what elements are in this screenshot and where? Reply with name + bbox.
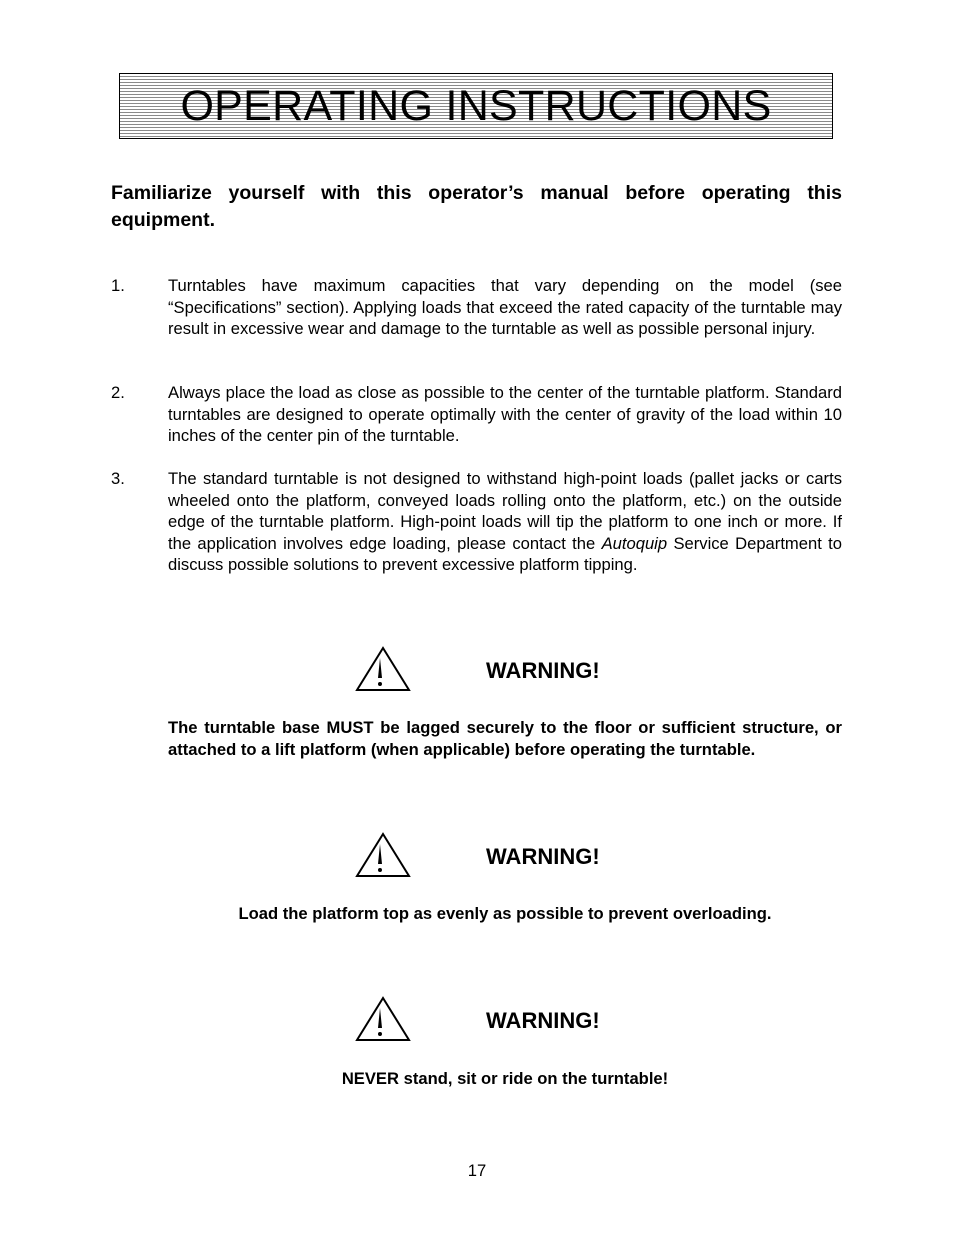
warning-header xyxy=(0,826,954,896)
warning-triangle-icon xyxy=(329,826,415,896)
list-item xyxy=(111,468,842,576)
warning-title: WARNING! xyxy=(486,658,600,683)
item-number: 1. xyxy=(111,276,125,295)
warning-text: The turntable base MUST be lagged securely to the floor or sufficient structure, or attached to a lift platform (when applicable) before operating the turntable. xyxy=(168,718,842,759)
title-banner xyxy=(119,73,833,139)
item-text xyxy=(168,468,842,576)
page-title: OPERATING INSTRUCTIONS xyxy=(180,81,772,130)
item-text: Turntables have maximum capacities that vary depending on the model (see “Specifications” section). Applying loads that exceed the rated capacity of the turntable may result in excessive wear and damage to the turntable as well as possible personal injury. xyxy=(168,276,842,339)
brand-name: Autoquip xyxy=(601,533,668,553)
intro-text: Familiarize yourself with this operator’s manual before operating this equipment. xyxy=(111,182,842,231)
warning-text: Load the platform top as evenly as possible to prevent overloading. xyxy=(238,904,772,923)
warning-title: WARNING! xyxy=(486,844,600,869)
warning-text: NEVER stand, sit or ride on the turntable! xyxy=(341,1069,669,1088)
warning-header xyxy=(0,990,954,1060)
item-text-start: The standard turntable is not designed to withstand high-point loads (pallet jacks or carts wheeled onto the platform, conveyed loads rolling onto the platform, etc.) on the outside edge of the turntable platform. High-point loads will tip the platform to one inch or more. If the application involves edge loading, please contact the xyxy=(168,469,842,553)
warning-header xyxy=(0,640,954,710)
warning-title: WARNING! xyxy=(486,1008,600,1033)
list-item xyxy=(111,275,842,340)
warning-triangle-icon xyxy=(329,640,415,710)
item-text-end: Service Department to discuss possible solutions to prevent excessive platform tipping. xyxy=(168,533,842,575)
item-text: Always place the load as close as possible to the center of the turntable platform. Standard turntables are designed to operate optimally with the center of gravity of the load within 10 inches of the center pin of the turntable. xyxy=(168,383,842,446)
item-number: 2. xyxy=(111,383,125,402)
page-number: 17 xyxy=(467,1161,487,1180)
list-item xyxy=(111,382,842,447)
item-number: 3. xyxy=(111,469,125,488)
warning-triangle-icon xyxy=(329,990,415,1060)
